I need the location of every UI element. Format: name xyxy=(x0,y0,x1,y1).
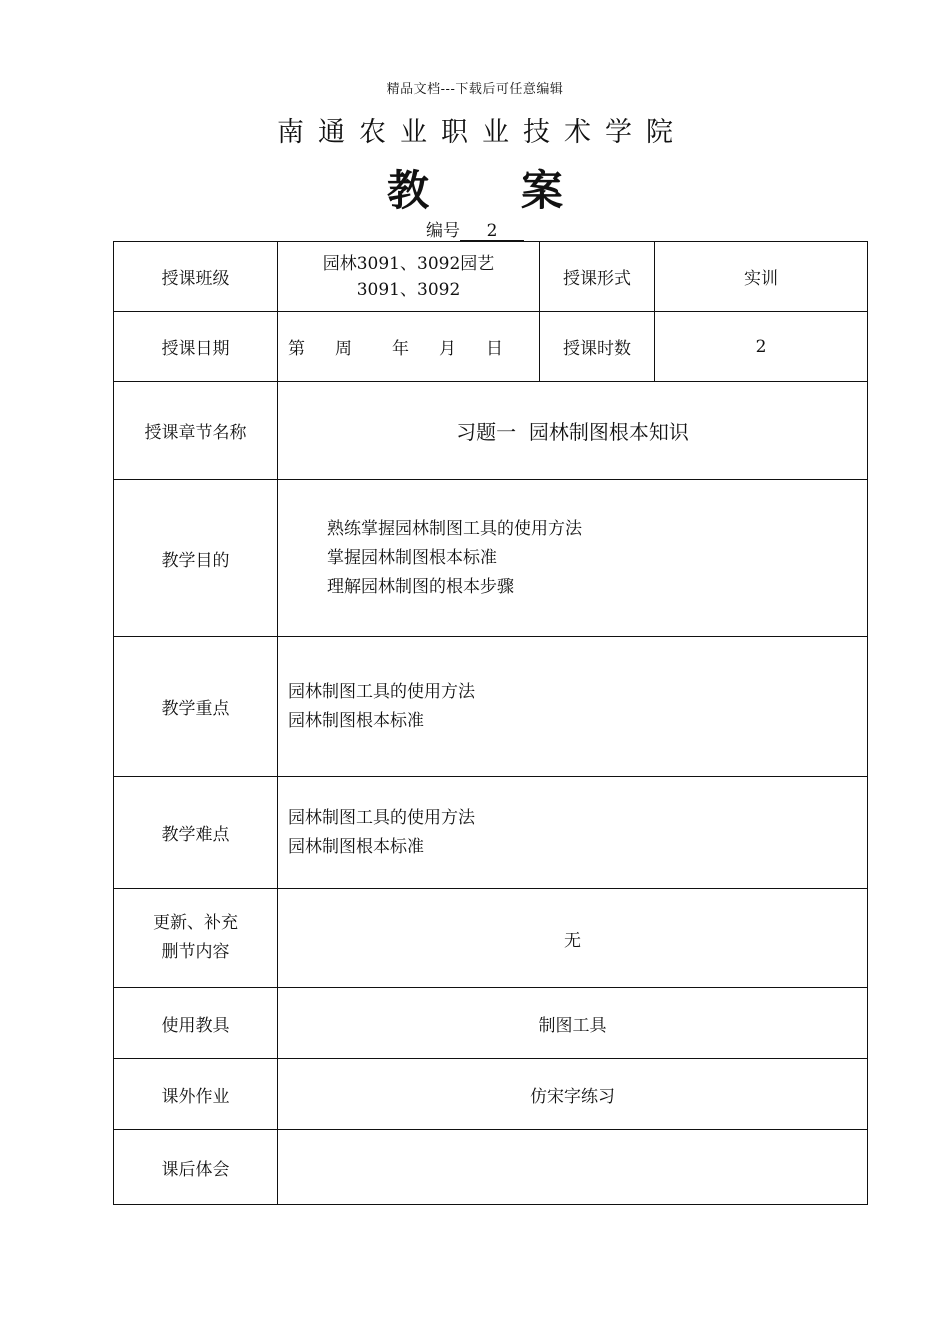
header-note: 精品文档---下载后可任意编辑 xyxy=(386,82,564,97)
lesson-plan-table xyxy=(113,241,868,1205)
table-row xyxy=(114,1059,868,1130)
key-point-item: 园林制图根本标准 xyxy=(288,710,424,731)
date-month: 月 xyxy=(439,339,456,359)
date-day: 日 xyxy=(486,339,503,359)
reflection-value xyxy=(278,1130,868,1205)
form-label: 授课形式 xyxy=(540,242,655,312)
objective-item: 理解园林制图的根本步骤 xyxy=(327,576,514,597)
title-char-1: 教 xyxy=(386,166,429,215)
class-value xyxy=(278,242,540,312)
document-title xyxy=(0,158,950,218)
date-week-suffix: 周 xyxy=(335,339,352,359)
chapter-value: 习题一 园林制图根本知识 xyxy=(278,382,868,480)
class-value-line-1: 园林3091、3092园艺 xyxy=(322,253,495,274)
chapter-label: 授课章节名称 xyxy=(114,382,278,480)
table-row xyxy=(114,988,868,1059)
date-value xyxy=(278,312,540,382)
tools-value: 制图工具 xyxy=(278,988,868,1059)
homework-value: 仿宋字练习 xyxy=(278,1059,868,1130)
serial-number xyxy=(0,216,950,241)
reflection-label: 课后体会 xyxy=(114,1130,278,1205)
table-row xyxy=(114,637,868,777)
difficulties-label: 教学难点 xyxy=(114,777,278,889)
key-points-value xyxy=(278,637,868,777)
hours-value: 2 xyxy=(655,312,868,382)
key-point-item: 园林制图工具的使用方法 xyxy=(288,681,475,702)
table-row xyxy=(114,889,868,988)
school-name: 南通农业职业技术学院 xyxy=(277,117,687,148)
serial-label: 编号 xyxy=(426,221,460,241)
difficulty-item: 园林制图工具的使用方法 xyxy=(288,807,475,828)
title-char-2: 案 xyxy=(521,166,564,215)
key-points-label: 教学重点 xyxy=(114,637,278,777)
table-row xyxy=(114,1130,868,1205)
objectives-label: 教学目的 xyxy=(114,480,278,637)
table-row xyxy=(114,242,868,312)
form-value: 实训 xyxy=(655,242,868,312)
hours-label: 授课时数 xyxy=(540,312,655,382)
update-label-line-2: 删节内容 xyxy=(161,942,230,962)
update-label-line-1: 更新、补充 xyxy=(153,913,238,933)
date-year: 年 xyxy=(392,339,409,359)
date-week-prefix: 第 xyxy=(288,339,305,359)
objective-item: 掌握园林制图根本标准 xyxy=(327,547,497,568)
table-row xyxy=(114,777,868,889)
serial-value: 2 xyxy=(460,222,524,241)
difficulties-value xyxy=(278,777,868,889)
table-row xyxy=(114,312,868,382)
class-value-line-2: 3091、3092 xyxy=(356,279,461,300)
objectives-value xyxy=(278,480,868,637)
homework-label: 课外作业 xyxy=(114,1059,278,1130)
tools-label: 使用教具 xyxy=(114,988,278,1059)
update-value: 无 xyxy=(278,889,868,988)
update-label xyxy=(114,889,278,988)
table-row xyxy=(114,382,868,480)
objective-item: 熟练掌握园林制图工具的使用方法 xyxy=(327,518,582,539)
table-row xyxy=(114,480,868,637)
difficulty-item: 园林制图根本标准 xyxy=(288,836,424,857)
class-label: 授课班级 xyxy=(114,242,278,312)
date-label: 授课日期 xyxy=(114,312,278,382)
